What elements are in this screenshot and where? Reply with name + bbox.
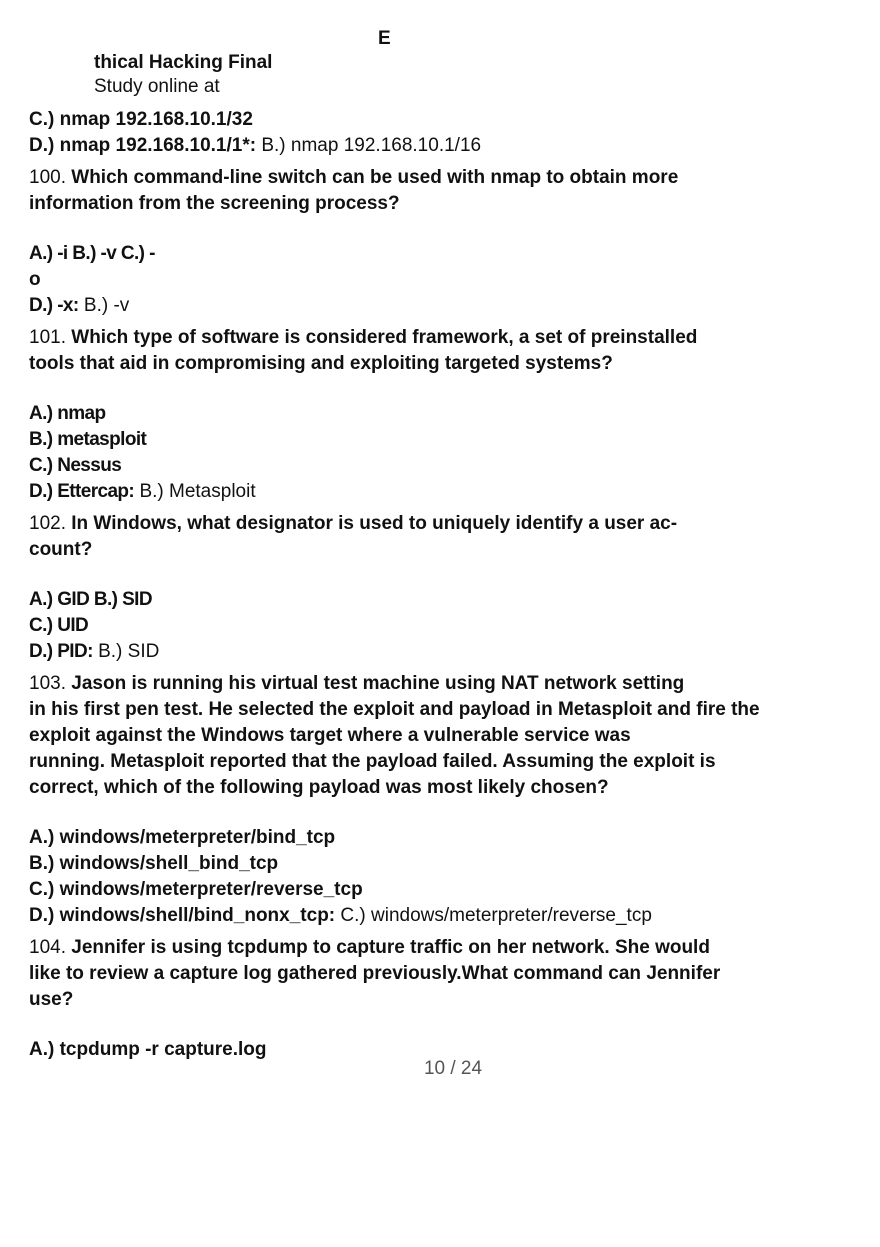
q103-text-1: Jason is running his virtual test machine using NAT network setting [65,673,685,694]
q103-option-b: B.) windows/shell_bind_tcp [29,853,279,874]
q100-options-2: o [29,269,41,290]
q102-text-2: count? [29,539,93,560]
q103-option-c: C.) windows/meterpreter/reverse_tcp [29,879,363,900]
q101-option-a: A.) nmap [29,403,106,424]
header-subtitle: Study online at [94,76,220,97]
q102-option-d [29,639,849,665]
q103-option-d [29,903,849,929]
q104-text-3: use? [29,989,74,1010]
question-104 [29,935,849,1063]
q103-text-2: in his first pen test. He selected the exploit and payload in Metasploit and fire the [29,699,760,720]
q102-option-d-label: D.) PID: [29,641,93,662]
q99-option-c: C.) nmap 192.168.10.1/32 [29,109,253,130]
page-number: 10 / 24 [423,1058,483,1079]
q104-text-1: Jennifer is using tcpdump to capture traffic on her network. She would [65,937,710,958]
q103-text-3: exploit against the Windows target where a vulnerable service was [29,725,631,746]
q103-option-a: A.) windows/meterpreter/bind_tcp [29,827,336,848]
q100-options-1: A.) -i B.) -v C.) - [29,243,155,264]
q100-text-1: Which command-line switch can be used with nmap to obtain more [65,167,679,188]
q104-line-1 [29,935,849,961]
q103-text-4: running. Metasploit reported that the payload failed. Assuming the exploit is [29,751,716,772]
header-title: thical Hacking Final [94,52,273,73]
q103-option-d-label: D.) windows/shell/bind_nonx_tcp: [29,905,336,926]
q101-text-2: tools that aid in compromising and exploiting targeted systems? [29,353,613,374]
q103-answer: C.) windows/meterpreter/reverse_tcp [335,905,652,926]
q100-number: 100. [29,167,66,188]
q99-option-d [29,133,849,159]
q101-text-1: Which type of software is considered framework, a set of preinstalled [65,327,698,348]
q100-option-d [29,293,849,319]
q100-answer: B.) -v [78,295,130,316]
question-content [29,107,849,1063]
q101-number: 101. [29,327,66,348]
q102-line-1 [29,511,849,537]
header-letter: E [378,28,391,49]
q103-number: 103. [29,673,66,694]
q103-text-5: correct, which of the following payload was most likely chosen? [29,777,609,798]
q101-option-d-label: D.) Ettercap: [29,481,135,502]
q102-option-c: C.) UID [29,615,89,636]
q104-option-a: A.) tcpdump -r capture.log [29,1039,267,1060]
q104-number: 104. [29,937,66,958]
q99-option-d-label: D.) nmap 192.168.10.1/1*: [29,135,257,156]
q102-number: 102. [29,513,66,534]
q99-answer: B.) nmap 192.168.10.1/16 [256,135,482,156]
q100-option-d-label: D.) -x: [29,295,79,316]
q101-option-b: B.) metasploit [29,429,147,450]
q101-option-d [29,479,849,505]
q101-option-c: C.) Nessus [29,455,122,476]
q103-line-1 [29,671,849,697]
q104-text-2: like to review a capture log gathered previously.What command can Jennifer [29,963,721,984]
q101-answer: B.) Metasploit [134,481,256,502]
question-103 [29,671,849,929]
q101-line-1 [29,325,849,351]
question-100 [29,165,849,319]
q100-line-1 [29,165,849,191]
q102-answer: B.) SID [92,641,160,662]
question-102 [29,511,849,665]
q102-text-1: In Windows, what designator is used to uniquely identify a user ac- [65,513,678,534]
q100-text-2: information from the screening process? [29,193,400,214]
question-101 [29,325,849,505]
q102-options-ab: A.) GID B.) SID [29,589,152,610]
